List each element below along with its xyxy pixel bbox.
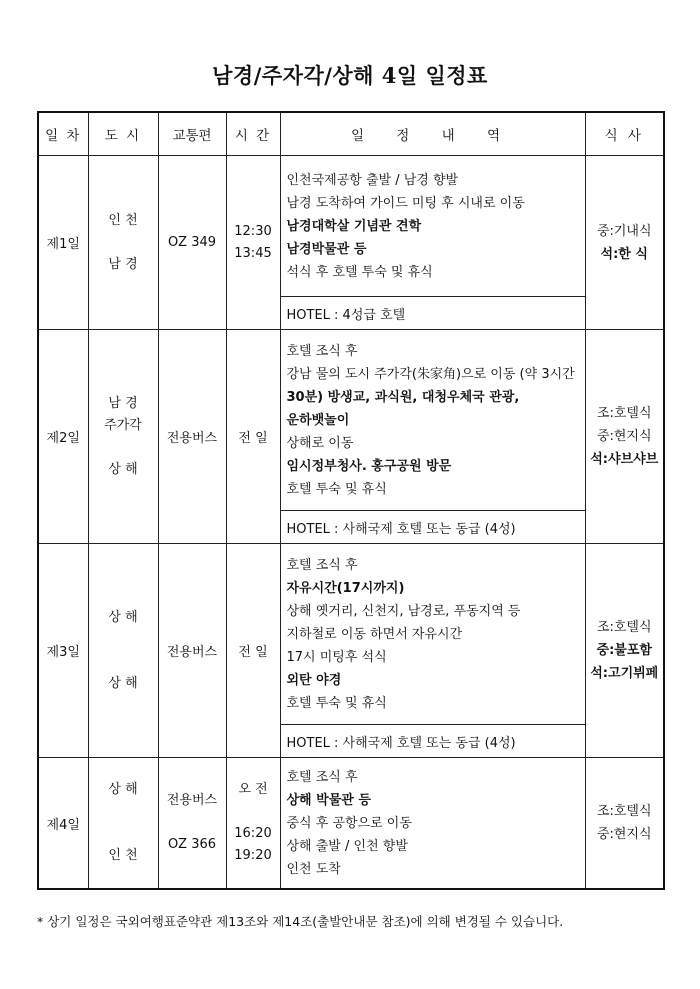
city-cell [88,758,158,890]
meal-item: 석:고기뷔페 [590,666,659,681]
meal-item: 중:현지식 [596,429,652,444]
table-row [38,330,664,511]
itinerary-line: 인천국제공항 출발 / 남경 향발 [286,172,459,188]
itinerary-line: 17시 미팅후 석식 [286,649,387,665]
time-value: 13:45 [234,245,272,261]
header-transport: 교통편 [158,112,226,156]
header-time: 시 간 [226,112,280,156]
itinerary-line: 중식 후 공항으로 이동 [286,815,412,831]
time-value: 오 전 [238,782,268,797]
table-row [38,156,664,297]
city-cell [88,544,158,758]
itinerary-cell [280,156,585,297]
itinerary-cell [280,758,585,890]
meal-cell [585,544,664,758]
page-title: 남경/주자각/상해 4일 일정표 [212,63,488,88]
itinerary-line: 호텔 투숙 및 휴식 [286,695,387,711]
city-name: 남 경 [108,395,138,411]
header-row [38,112,664,156]
day-label: 제1일 [38,156,88,330]
itinerary-line: 호텔 조식 후 [286,343,358,359]
itinerary-line: 상해 옛거리, 신천지, 남경로, 푸동지역 등 [286,603,521,619]
footnote: * 상기 일정은 국외여행표준약관 제13조와 제14조(출발안내문 참조)에 의해 변경될 수 있습니다. [37,914,564,929]
itinerary-line: 남경대학살 기념관 견학 [286,218,422,234]
city-name: 남 경 [108,256,138,272]
itinerary-line: 인천 도착 [286,861,341,877]
time-cell [226,156,280,330]
time-value: 16:20 [234,826,272,841]
time-cell [226,758,280,890]
city-name: 상 해 [108,675,138,691]
meal-item: 조:호텔식 [596,804,652,819]
transport-cell [158,758,226,890]
city-name: 상 해 [108,609,138,625]
itinerary-line: 석식 후 호텔 투숙 및 휴식 [286,264,433,280]
table-row [38,758,664,890]
itinerary-line: 호텔 투숙 및 휴식 [286,481,387,497]
time-cell: 전 일 [226,330,280,544]
meal-cell [585,330,664,544]
meal-item: 중:현지식 [596,827,652,842]
day-label: 제2일 [38,330,88,544]
header-meal: 식 사 [585,112,664,156]
time-cell: 전 일 [226,544,280,758]
city-name: 상 해 [108,782,138,797]
itinerary-line: 운하뱃놀이 [286,412,350,428]
meal-item: 중:불포함 [596,643,652,658]
day-label: 제4일 [38,758,88,890]
meal-cell [585,156,664,330]
meal-item: 조:호텔식 [596,620,652,635]
itinerary-line: 상해로 이동 [286,435,354,451]
meal-cell [585,758,664,890]
meal-item: 석:샤브샤브 [590,452,659,467]
transport-cell: OZ 349 [158,156,226,330]
time-value: 12:30 [234,223,272,239]
itinerary-line: 남경박물관 등 [286,241,367,257]
itinerary-line: 상해 출발 / 인천 향발 [286,838,408,854]
day-label: 제3일 [38,544,88,758]
hotel-info: HOTEL : 사해국제 호텔 또는 동급 (4성) [280,511,585,544]
itinerary-line: 자유시간(17시까지) [286,580,405,596]
itinerary-line: 강남 물의 도시 주가각(朱家角)으로 이동 (약 3시간 [286,366,575,382]
itinerary-line: 호텔 조식 후 [286,557,358,573]
transport-cell: 전용버스 [158,544,226,758]
hotel-info: HOTEL : 사해국제 호텔 또는 동급 (4성) [280,725,585,758]
city-cell [88,330,158,544]
itinerary-line: 호텔 조식 후 [286,769,358,785]
header-city: 도 시 [88,112,158,156]
city-name: 인 천 [108,848,138,863]
header-day: 일 차 [38,112,88,156]
city-name: 주가각 [104,417,142,433]
itinerary-cell [280,544,585,725]
itinerary-line: 임시정부청사. 홍구공원 방문 [286,458,452,474]
schedule-table [37,111,665,890]
transport-value: 전용버스 [166,793,218,808]
transport-value: OZ 366 [167,837,217,852]
itinerary-line: 지하철로 이동 하면서 자유시간 [286,626,463,642]
itinerary-line: 상해 박물관 등 [286,792,371,808]
table-row [38,544,664,725]
itinerary-line: 30분) 방생교, 과식원, 대청우체국 관광, [286,389,520,405]
meal-item: 조:호텔식 [596,406,652,421]
header-itinerary: 일 정 내 역 [280,112,585,156]
itinerary-line: 외탄 야경 [286,672,342,688]
city-name: 인 천 [108,212,138,228]
meal-item: 석:한 식 [600,246,648,262]
hotel-info: HOTEL : 4성급 호텔 [280,297,585,330]
meal-item: 중:기내식 [596,223,652,239]
time-value: 19:20 [234,848,272,863]
city-name: 상 해 [108,461,138,477]
city-cell [88,156,158,330]
transport-cell: 전용버스 [158,330,226,544]
itinerary-line: 남경 도착하여 가이드 미팅 후 시내로 이동 [286,195,525,211]
itinerary-cell [280,330,585,511]
